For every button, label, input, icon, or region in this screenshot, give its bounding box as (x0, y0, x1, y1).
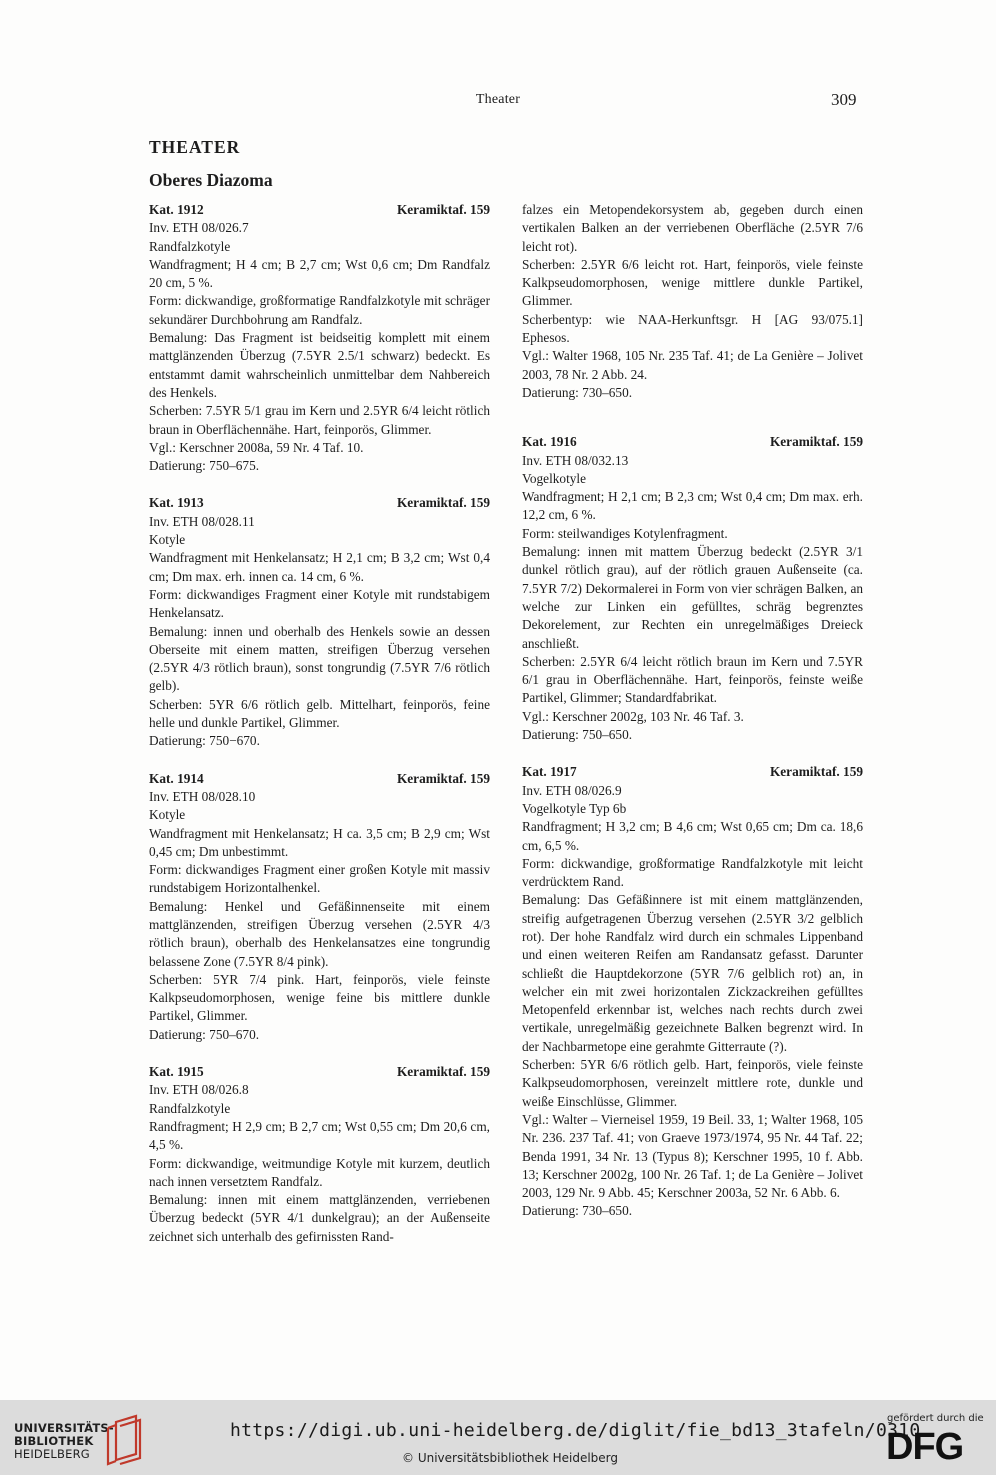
entry-line: Form: dickwandige, großformatige Randfalzkotyle mit schräger sekundärer Durchbohrung am Randfalz. (149, 293, 490, 327)
plate-reference: Keramiktaf. 159 (396, 202, 490, 217)
entry-line: Kotyle (149, 807, 186, 823)
entry-line: Bemalung: Das Fragment ist beidseitig komplett mit einem mattglänzenden Überzug (7.5YR 2.5/1 schwarz) bedeckt. Es entstammt damit wahrscheinlich unmittelbar dem Nahbereich des Henkels. (149, 330, 490, 400)
catalog-entry (149, 201, 490, 475)
entry-line: Form: steilwandiges Kotylenfragment. (522, 525, 728, 541)
entry-heading (522, 433, 863, 451)
entry-heading (149, 494, 490, 512)
section-title: THEATER (149, 137, 241, 157)
entry-line: Inv. ETH 08/026.7 (149, 220, 249, 236)
catalog-number: Kat. 1913 (149, 495, 204, 511)
page-number: 309 (831, 90, 857, 109)
entry-line: Wandfragment; H 2,1 cm; B 2,3 cm; Wst 0,4 cm; Dm max. erh. 12,2 cm, 6 %. (522, 489, 863, 523)
entry-line: Bemalung: innen und oberhalb des Henkels sowie an dessen Oberseite mit einem matten, streifigen Überzug versehen (2.5YR 4/3 rötlich braun), sonst tongrundig (7.5YR 7/6 rötlich gelb). (149, 623, 490, 694)
entry-heading (522, 763, 863, 781)
entry-line: Inv. ETH 08/028.11 (149, 513, 255, 529)
entry-line: Scherben: 2.5YR 6/4 leicht rötlich braun im Kern und 7.5YR 6/1 grau in Oberflächennähe. Hart, feinporös, feinste weiße Partikel, Glimmer; Standardfabrikat. (522, 653, 863, 706)
entry-line: Datierung: 750–670. (149, 1026, 260, 1042)
catalog-entry (522, 763, 863, 1220)
entry-line: Bemalung: innen mit mattem Überzug bedeckt (2.5YR 3/1 dunkel rötlich grau), auf der rötlich grauen Außenseite (ca. 7.5YR 7/2) Dekormalerei in Form von vier schrägen Balken, an welche zur Linken ein gefülltes, schräg begrenztes Dekorelement, zur Rechten ein unregelmäßiges Dreieck anschließt. (522, 544, 863, 651)
catalog-entry (149, 494, 490, 750)
entry-line: Scherben: 5YR 6/6 rötlich gelb. Hart, feinporös, viele feinste Kalkpseudomorphosen, vereinzelt mittlere rote, dunkle und weiße Einschlüsse, Glimmer. (522, 1057, 863, 1109)
library-name-line-3: HEIDELBERG (14, 1447, 90, 1461)
dfg-logo-icon[interactable] (886, 1428, 982, 1462)
viewer-footer (0, 1400, 996, 1475)
entry-line: Inv. ETH 08/026.9 (522, 782, 622, 798)
copyright-notice: © Universitätsbibliothek Heidelberg (402, 1451, 619, 1465)
catalog-entry (149, 770, 490, 1044)
catalog-entry (149, 1063, 490, 1246)
entry-line: Randfalzkotyle (149, 238, 231, 254)
plate-reference: Keramiktaf. 159 (396, 495, 490, 511)
entry-line: Datierung: 730–650. (522, 1203, 633, 1219)
library-logo[interactable] (14, 1420, 144, 1464)
entry-line: Inv. ETH 08/028.10 (149, 788, 256, 804)
document-url-link[interactable]: https://digi.ub.uni-heidelberg.de/diglit/fie_bd13_3tafeln/0310 (230, 1420, 921, 1441)
entry-line: Inv. ETH 08/026.8 (149, 1082, 249, 1098)
entry-line: Form: dickwandiges Fragment einer Kotyle mit rundstabigem Henkelansatz. (149, 586, 490, 621)
entry-line: Form: dickwandige, weitmundige Kotyle mit kurzem, deutlich nach innen versetztem Randfalz. (149, 1155, 490, 1189)
plate-reference: Keramiktaf. 159 (396, 770, 490, 786)
catalog-number: Kat. 1914 (149, 770, 204, 786)
entry-line: Randfragment; H 2,9 cm; B 2,7 cm; Wst 0,55 cm; Dm 20,6 cm, 4,5 %. (149, 1118, 490, 1153)
catalog-entry (522, 433, 863, 744)
entry-line: Form: dickwandiges Fragment einer großen Kotyle mit massiv rundstabigem Horizontalhenkel. (149, 862, 490, 896)
library-name-line-2: BIBLIOTHEK (14, 1434, 94, 1448)
entry-line: Bemalung: innen mit einem mattglänzenden, verriebenen Überzug bedeckt (5YR 4/1 dunkelgrau); an der Außenseite zeichnet sich unterhalb des gefirnissten Rand- (149, 1192, 490, 1244)
funding-label: gefördert durch die (887, 1413, 984, 1424)
right-column (522, 201, 863, 1240)
entry-line: Bemalung: Henkel und Gefäßinnenseite mit einem mattglänzenden, streifigen Überzug versehen (2.5YR 4/3 rötlich braun), oberhalb des Henkelansatzes eine tongrundig belassene Zone (7.5YR 8/4 pink). (149, 898, 490, 969)
library-emblem-icon (102, 1414, 152, 1466)
entry-line: Wandfragment mit Henkelansatz; H ca. 3,5 cm; B 2,9 cm; Wst 0,45 cm; Dm unbestimmt. (149, 825, 490, 859)
entry-line: Scherben: 7.5YR 5/1 grau im Kern und 2.5YR 6/4 leicht rötlich braun in Oberflächennähe. Hart, feinporös, Glimmer. (149, 403, 490, 437)
subsection-title: Oberes Diazoma (149, 170, 273, 190)
entry-line: Inv. ETH 08/032.13 (522, 452, 629, 468)
running-head: Theater (475, 92, 521, 107)
continued-entry (522, 201, 863, 402)
entry-line: Form: dickwandige, großformatige Randfalzkotyle mit leicht verdrücktem Rand. (522, 855, 863, 890)
catalog-number: Kat. 1915 (149, 1064, 204, 1080)
entry-line: Vgl.: Kerschner 2002g, 103 Nr. 46 Taf. 3. (522, 708, 744, 724)
dfg-logo-text: DFG (886, 1428, 964, 1462)
entry-line: Scherbentyp: wie NAA-Herkunftsgr. H [AG 93/075.1] Ephesos. (522, 311, 863, 346)
left-column (149, 201, 490, 1265)
library-name-line-1: UNIVERSITÄTS- (14, 1421, 114, 1435)
entry-line: Datierung: 730–650. (522, 384, 633, 400)
entry-line: Wandfragment mit Henkelansatz; H 2,1 cm; B 3,2 cm; Wst 0,4 cm; Dm max. erh. innen ca. 14 cm, 6 %. (149, 550, 490, 584)
catalog-number: Kat. 1912 (149, 202, 204, 217)
entry-line: Vgl.: Kerschner 2008a, 59 Nr. 4 Taf. 10. (149, 439, 364, 455)
entry-line: Vogelkotyle Typ 6b (522, 800, 627, 816)
entry-heading (149, 770, 490, 788)
entry-heading (149, 201, 490, 219)
plate-reference: Keramiktaf. 159 (396, 1064, 490, 1080)
entry-heading (149, 1063, 490, 1081)
entry-line: Vogelkotyle (522, 470, 587, 486)
plate-reference: Keramiktaf. 159 (769, 764, 863, 780)
entry-line: Datierung: 750−670. (149, 733, 260, 749)
entry-line: Randfalzkotyle (149, 1100, 231, 1116)
catalog-number: Kat. 1916 (522, 434, 577, 450)
entry-line: Randfragment; H 3,2 cm; B 4,6 cm; Wst 0,65 cm; Dm ca. 18,6 cm, 6,5 %. (522, 819, 863, 853)
catalog-number: Kat. 1917 (522, 764, 577, 780)
library-name (14, 1422, 114, 1461)
entry-line: Bemalung: Das Gefäßinnere ist mit einem mattglänzenden, streifig aufgetragenen Überzug versehen (2.5YR 3/2 gelblich rot). Der hohe Randfalz wird durch ein schmales Lippenband und einen weiteren Reifen am Randansatz gefasst. Darunter schließt die Hauptdekorzone (5YR 7/6 gelblich rot) an, in welcher ein mit zwei horizontalen Zickzackreihen gefülltes Metopenfeld erkennbar ist, welches nach rechts durch zwei vertikale, unregelmäßig gezeichnete Balken begrenzt wird. In der Nachbarmetope eine gerahmte Gitterraute (?). (522, 892, 863, 1054)
entry-line: Vgl.: Walter 1968, 105 Nr. 235 Taf. 41; de La Genière – Jolivet 2003, 78 Nr. 2 Abb. 24. (522, 348, 863, 382)
entry-line: Datierung: 750–650. (522, 727, 633, 743)
entry-line: Vgl.: Walter – Vierneisel 1959, 19 Beil. 33, 1; Walter 1968, 105 Nr. 236. 237 Taf. 41; von Graeve 1973/1974, 95 Nr. 44 Taf. 22; Benda 1991, 34 Nr. 13 (Typus 8); Kerschner 1995, 10 f. Abb. 13; Kerschner 2002g, 100 Nr. 26 Taf. 1; de La Genière – Jolivet 2003, 129 Nr. 9 Abb. 45; Kerschner 2003a, 52 Nr. 6 Abb. 6. (522, 1111, 863, 1201)
entry-line: Scherben: 2.5YR 6/6 leicht rot. Hart, feinporös, viele feinste Kalkpseudomorphosen, wenige mittlere dunkle Partikel, Glimmer. (522, 256, 863, 309)
entry-line: falzes ein Metopendekorsystem ab, gegeben durch einen vertikalen Balken an der verriebenen Oberfläche (2.5YR 7/6 leicht rot). (522, 202, 863, 254)
entry-line: Datierung: 750–675. (149, 458, 260, 474)
entry-line: Kotyle (149, 532, 186, 548)
entry-line: Scherben: 5YR 7/4 pink. Hart, feinporös, viele feinste Kalkpseudomorphosen, wenige feine bis mittlere dunkle Partikel, Glimmer. (149, 971, 490, 1024)
entry-line: Wandfragment; H 4 cm; B 2,7 cm; Wst 0,6 cm; Dm Randfalz 20 cm, 5 %. (149, 256, 490, 291)
plate-reference: Keramiktaf. 159 (769, 434, 863, 450)
entry-line: Scherben: 5YR 6/6 rötlich gelb. Mittelhart, feinporös, feine helle und dunkle Partikel, Glimmer. (149, 696, 490, 731)
